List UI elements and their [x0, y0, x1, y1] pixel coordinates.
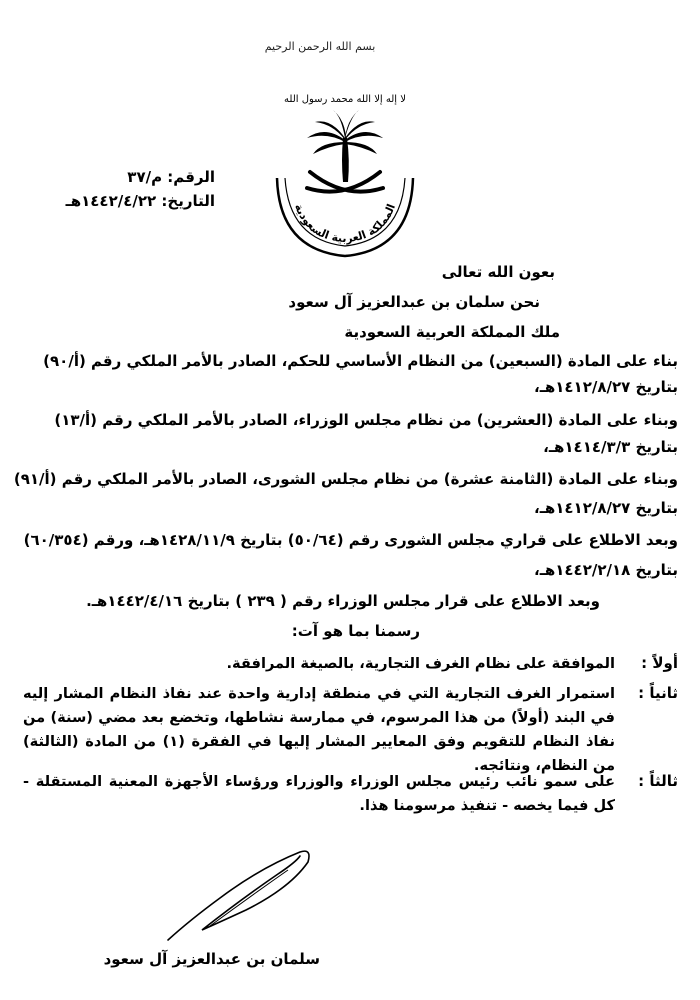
kingdom-arc-text: المملكة العربية السعودية [291, 201, 399, 246]
signatory-name: سلمان بن عبدالعزيز آل سعود [103, 950, 320, 968]
recital-3-text: وبناء على المادة (الثامنة عشرة) من نظام مجلس الشورى، الصادر بالأمر الملكي رقم (أ/٩١) [13, 470, 678, 488]
article-2-label: ثانياً : [638, 684, 678, 702]
article-1-label: أولاً : [641, 654, 678, 672]
article-1-text: الموافقة على نظام الغرف التجارية، بالصيغة المرافقة. [226, 655, 615, 672]
decree-intro: رسمنا بما هو آت: [291, 622, 420, 640]
reference-date: التاريخ: ١٤٤٢/٤/٢٢هـ [65, 192, 215, 210]
recital-4-text: وبعد الاطلاع على قراري مجلس الشورى رقم (٥٠/٦٤) بتاريخ ١٤٢٨/١١/٩هـ، ورقم (٦٠/٣٥٤) [23, 531, 678, 549]
opening-line-3: ملك المملكة العربية السعودية [344, 323, 560, 341]
recital-2-text: وبناء على المادة (العشرين) من نظام مجلس الوزراء، الصادر بالأمر الملكي رقم (أ/١٣) [54, 411, 678, 429]
article-3-text: على سمو نائب رئيس مجلس الوزراء والوزراء ورؤساء الأجهزة المعنية المستقلة - كل فيما يخصه - تنفيذ مرسومنا هذا. [23, 773, 615, 814]
shahada-text: لا إله إلا الله محمد رسول الله [284, 94, 406, 105]
reference-block [66, 165, 215, 213]
basmala-text: بسم الله الرحمن الرحيم [264, 40, 376, 53]
recital-1-text: بناء على المادة (السبعين) من النظام الأساسي للحكم، الصادر بالأمر الملكي رقم (أ/٩٠) [43, 352, 678, 370]
recital-2-date: بتاريخ ١٤١٤/٣/٣هـ، [543, 438, 678, 456]
recital-4-date: بتاريخ ١٤٤٢/٢/١٨هـ، [534, 561, 678, 579]
article-2-text: استمرار الغرف التجارية التي في منطقة إدارية واحدة عند نفاذ النظام المشار إليه في البند (أولاً) من هذا المرسوم، في ممارسة نشاطها، وتخضع بعد مضي (سنة) من نفاذ النظام للتقويم وفق المعايير المشار إليها في الفقرة (١) من المادة (الثالثة) من النظام، ونتائجه. [23, 685, 615, 774]
cabinet-decision: وبعد الاطلاع على قرار مجلس الوزراء رقم ( ٢٣٩ ) بتاريخ ١٤٤٢/٤/١٦هـ. [86, 592, 600, 610]
reference-number: الرقم: م/٣٧ [127, 168, 215, 186]
opening-line-2: نحن سلمان بن عبدالعزيز آل سعود [288, 293, 540, 311]
royal-emblem [255, 60, 435, 260]
opening-line-1: بعون الله تعالى [441, 263, 555, 281]
svg-text:المملكة العربية السعودية [292, 202, 398, 245]
signature-icon [150, 840, 320, 945]
recital-3-date: بتاريخ ١٤١٢/٨/٢٧هـ، [534, 499, 678, 517]
article-3-label: ثالثاً : [638, 772, 678, 790]
recital-1-date: بتاريخ ١٤١٢/٨/٢٧هـ، [534, 378, 678, 396]
